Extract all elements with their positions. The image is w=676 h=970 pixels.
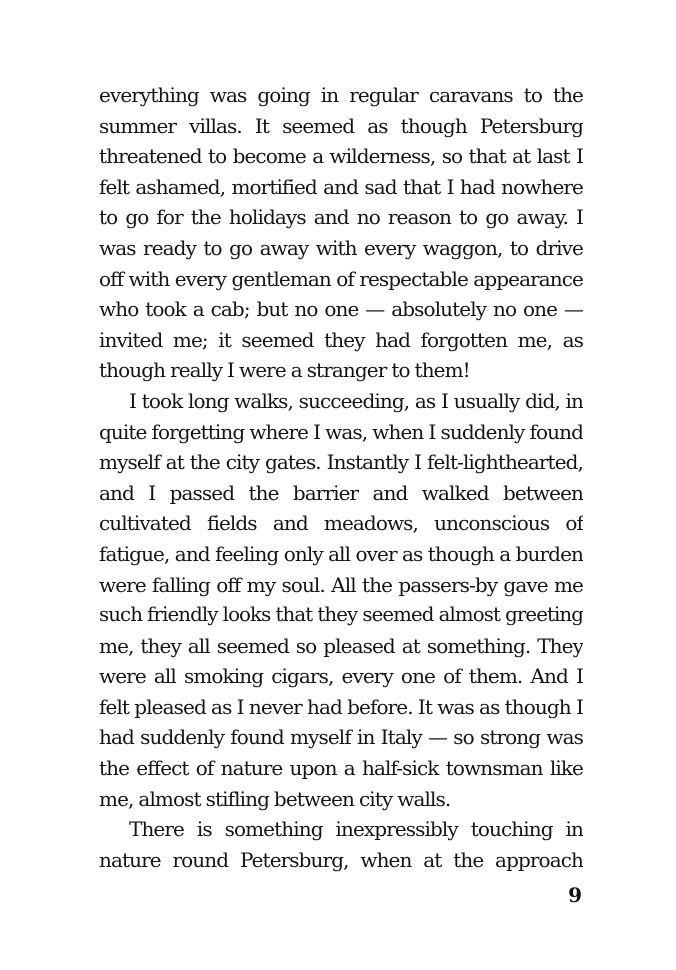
text-line: had suddenly found myself in Italy — so strong was [99,725,583,750]
text-line: to go for the holidays and no reason to go away. I [99,205,583,230]
text-line: were falling off my soul. All the passers-by gave me [99,572,583,597]
text-line: I took long walks, succeeding, as I usually did, in [129,388,583,413]
text-line: nature round Petersburg, when at the approach [99,847,583,872]
text-line: me, almost stifling between city walls. [99,786,451,811]
text-line: felt pleased as I never had before. It was as though I [99,694,583,719]
text-line: invited me; it seemed they had forgotten me, as [99,327,583,352]
text-line: and I passed the barrier and walked between [99,480,583,505]
body-text [99,80,583,875]
text-line: was ready to go away with every waggon, to drive [99,235,583,260]
text-line: fatigue, and feeling only all over as though a burden [99,541,583,566]
text-line: threatened to become a wilderness, so that at last I [99,144,583,169]
text-line: everything was going in regular caravans to the [99,83,583,107]
text-line: the effect of nature upon a half-sick townsman like [99,756,583,781]
text-line: myself at the city gates. Instantly I felt-lighthearted, [99,450,583,475]
text-line: off with every gentleman of respectable appearance [99,266,583,291]
text-line: were all smoking cigars, every one of them. And I [99,664,583,689]
text-line: summer villas. It seemed as though Petersburg [99,113,583,138]
text-line: felt ashamed, mortified and sad that I had nowhere [99,174,583,199]
text-line: such friendly looks that they seemed almost greeting [99,603,583,627]
text-line: though really I were a stranger to them! [99,358,470,383]
text-line: There is something inexpressibly touching in [129,817,583,842]
text-line: quite forgetting where I was, when I suddenly found [99,419,583,444]
text-line: cultivated fields and meadows, unconscious of [99,511,583,536]
page-number: 9 [568,883,582,907]
text-line: me, they all seemed so pleased at something. They [99,633,583,658]
text-line: who took a cab; but no one — absolutely no one — [99,297,583,322]
